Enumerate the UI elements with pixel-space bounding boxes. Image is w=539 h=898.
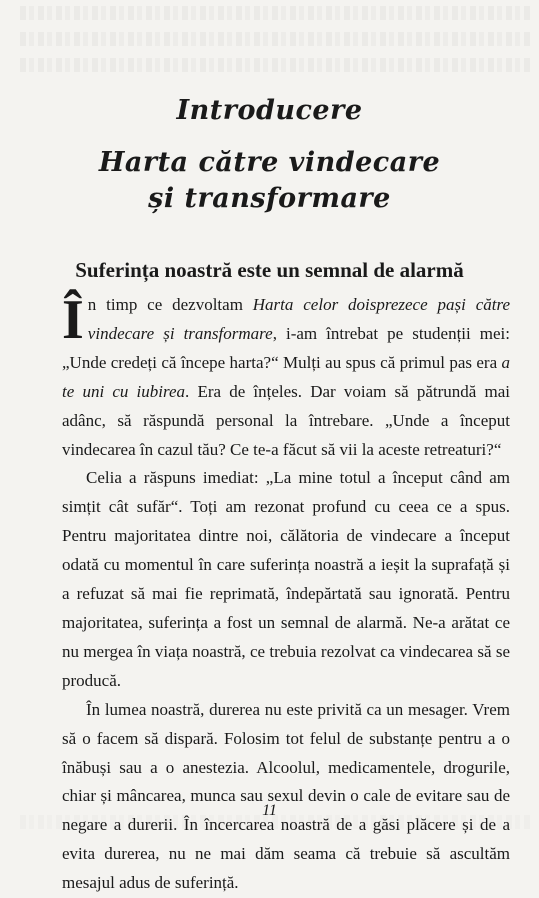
drop-cap: Î — [62, 289, 84, 351]
bleed-through — [20, 6, 531, 20]
chapter-title-line-1: Introducere — [176, 95, 363, 126]
bleed-through — [20, 32, 531, 46]
chapter-title-line-3: și transformare — [148, 183, 391, 214]
paragraph-1-text-c: . Era de înțeles. Dar voiam să pătrundă mai adânc, să răspundă personal la întrebare. „Unde a început vindecarea în cazul tău? Ce te-a făcut să vii la aceste retreaturi?“ — [62, 381, 510, 459]
book-title: Harta celor doisprezece pași către vindecare și transformare — [87, 295, 510, 343]
chapter-title-line-2: Harta către vindecare — [98, 147, 441, 178]
bleed-through — [20, 58, 531, 72]
paragraph-2: Celia a răspuns imediat: „La mine totul a început când am simțit cât sufăr“. Toți am rezonat profund cu ceea ce a spus. Pentru majoritatea dintre noi, călătoria de vindecare a început odată cu momentul în care suferința noastră a ieșit la suprafață și a refuzat să mai fie reprimată, îndepărtată sau ignorată. Pentru majoritatea, suferința a fost un semnal de alarmă. Ne-a arătat ce nu mergea în viața noastră, ce trebuia rezolvat ca vindecarea să se producă. — [62, 468, 510, 690]
paragraph-1-text-b: , i-am întrebat pe studenții mei: „Unde credeți că începe harta?“ Mulți au spus că primul pas era — [62, 323, 510, 372]
paragraph-1 — [62, 291, 510, 464]
page-number: 11 — [262, 802, 277, 819]
emphasis-text: a te uni cu iubirea — [62, 352, 510, 401]
section-heading: Suferința noastră este un semnal de alarmă — [75, 258, 464, 282]
paragraph-3: În lumea noastră, durerea nu este privită ca un mesager. Vrem să o facem să dispară. Folosim tot felul de substanțe pentru a o înăbuși sau a o anestezia. Alcoolul, medicamentele, drogurile, chiar și mâncarea, munca sau sexul devin o cale de evitare sau de negare a durerii. În încercarea noastră de a găsi plăcere și de a evita durerea, nu ne mai dăm seama că trebuie să ascultăm mesajul adus de suferință. — [62, 699, 510, 893]
paragraph-1-text-a: n timp ce dezvoltam — [87, 295, 253, 314]
